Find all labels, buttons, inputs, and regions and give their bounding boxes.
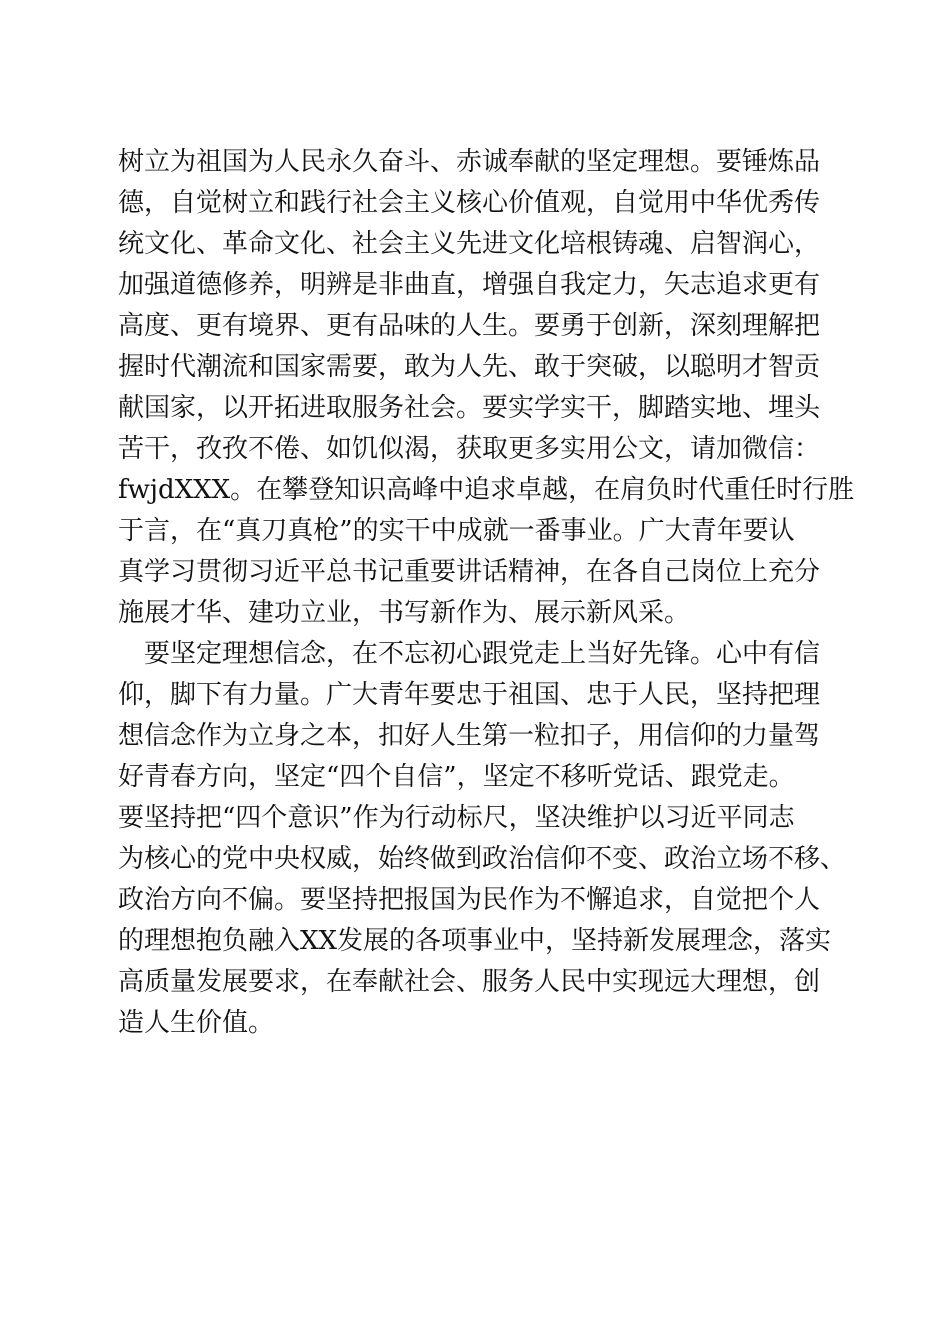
text-line: 施展才华、建功立业，书写新作为、展示新风采。 (118, 598, 691, 628)
text-line: 仰，脚下有力量。广大青年要忠于祖国、忠于人民，坚持把理 (118, 680, 821, 710)
text-line: 献国家，以开拓进取服务社会。要实学实干，脚踏实地、埋头 (118, 393, 821, 423)
text-line: 苦干，孜孜不倦、如饥似渴，获取更多实用公文，请加微信： (118, 434, 821, 464)
text-line: 为核心的党中央权威，始终做到政治信仰不变、政治立场不移、 (118, 844, 847, 874)
paragraph-1 (118, 142, 855, 634)
text-line: 高质量发展要求，在奉献社会、服务人民中实现远大理想，创 (118, 967, 821, 997)
text-line: 握时代潮流和国家需要，敢为人先、敢于突破，以聪明才智贡 (118, 352, 821, 382)
text-line: 高度、更有境界、更有品味的人生。要勇于创新，深刻理解把 (118, 311, 821, 341)
text-line: fwjdXXX。在攀登知识高峰中追求卓越，在肩负时代重任时行胜 (118, 475, 855, 505)
text-line: 统文化、革命文化、社会主义先进文化培根铸魂、启智润心， (118, 229, 821, 259)
text-line: 加强道德修养，明辨是非曲直，增强自我定力，矢志追求更有 (118, 270, 821, 300)
text-line: 好青春方向，坚定“四个自信”，坚定不移听党话、跟党走。 (118, 762, 795, 792)
text-line: 的理想抱负融入XX发展的各项事业中，坚持新发展理念，落实 (118, 926, 832, 956)
text-line: 要坚定理想信念，在不忘初心跟党走上当好先锋。心中有信 (118, 639, 821, 669)
document-body (118, 142, 855, 1044)
text-line: 要坚持把“四个意识”作为行动标尺，坚决维护以习近平同志 (118, 803, 795, 833)
text-line: 树立为祖国为人民永久奋斗、赤诚奉献的坚定理想。要锤炼品 (118, 147, 821, 177)
text-line: 造人生价值。 (118, 1008, 275, 1038)
paragraph-2 (118, 634, 847, 1044)
text-line: 真学习贯彻习近平总书记重要讲话精神，在各自己岗位上充分 (118, 557, 821, 587)
text-line: 德，自觉树立和践行社会主义核心价值观，自觉用中华优秀传 (118, 188, 821, 218)
text-line: 政治方向不偏。要坚持把报国为民作为不懈追求，自觉把个人 (118, 885, 821, 915)
text-line: 想信念作为立身之本，扣好人生第一粒扣子，用信仰的力量驾 (118, 721, 821, 751)
text-line: 于言，在“真刀真枪”的实干中成就一番事业。广大青年要认 (118, 516, 795, 546)
